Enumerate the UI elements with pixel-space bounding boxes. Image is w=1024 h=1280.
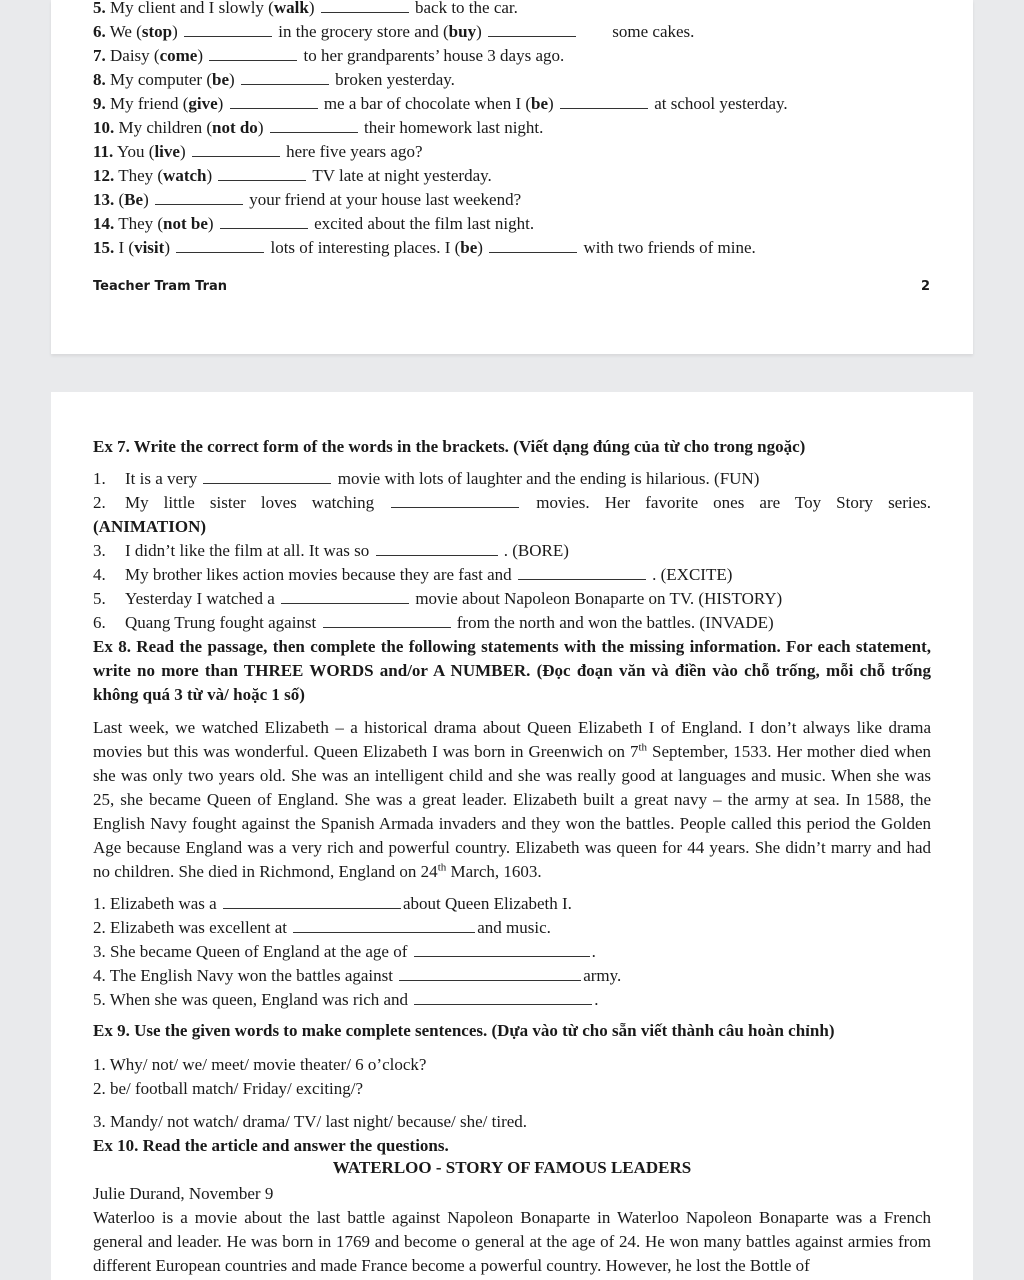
ex9-item-3: 3. Mandy/ not watch/ drama/ TV/ last night/ because/ she/ tired. bbox=[93, 1112, 528, 1131]
ex8-statement: 3. She became Queen of England at the age of . bbox=[93, 942, 596, 961]
answer-blank[interactable] bbox=[488, 22, 576, 37]
ex6-item: 6. We (stop) in the grocery store and (buy) some cakes. bbox=[93, 22, 695, 41]
ex9-item-2: 2. be/ football match/ Friday/ exciting/? bbox=[93, 1079, 364, 1098]
answer-blank[interactable] bbox=[414, 942, 590, 957]
ex6-item: 12. They (watch) TV late at night yesterday. bbox=[93, 166, 492, 185]
ex7-item: 1. It is a very movie with lots of laughter and the ending is hilarious. (FUN) bbox=[93, 469, 760, 488]
answer-blank[interactable] bbox=[323, 613, 451, 628]
item-number: 13. bbox=[93, 190, 115, 209]
ex9-item-1: 1. Why/ not/ we/ meet/ movie theater/ 6 o’clock? bbox=[93, 1055, 427, 1074]
ex6-item: 7. Daisy (come) to her grandparents’ house 3 days ago. bbox=[93, 46, 565, 65]
ex6-item: 10. My children (not do) their homework last night. bbox=[93, 118, 544, 137]
answer-blank[interactable] bbox=[321, 0, 409, 13]
footer-page-number: 2 bbox=[921, 279, 931, 294]
ex6-item: 13. (Be) your friend at your house last weekend? bbox=[93, 190, 522, 209]
item-number: 11. bbox=[93, 142, 114, 161]
ex6-item: 15. I (visit) lots of interesting places. I (be) with two friends of mine. bbox=[93, 238, 756, 257]
answer-blank[interactable] bbox=[184, 22, 272, 37]
answer-blank[interactable] bbox=[489, 238, 577, 253]
answer-blank[interactable] bbox=[518, 565, 646, 580]
answer-blank[interactable] bbox=[209, 46, 297, 61]
answer-blank[interactable] bbox=[203, 469, 331, 484]
ex7-item-continuation: (ANIMATION) bbox=[93, 517, 207, 536]
ex9-title: Ex 9. Use the given words to make complete sentences. (Dựa vào từ cho sẵn viết thành câu hoàn chỉnh) bbox=[93, 1021, 835, 1040]
ex8-statement: 5. When she was queen, England was rich and . bbox=[93, 990, 599, 1009]
footer-teacher: Teacher Tram Tran bbox=[93, 279, 228, 294]
answer-blank[interactable] bbox=[281, 589, 409, 604]
item-number: 6. bbox=[93, 22, 106, 41]
ex6-item: 11. You (live) here five years ago? bbox=[93, 142, 423, 161]
answer-blank[interactable] bbox=[218, 166, 306, 181]
ex6-item: 14. They (not be) excited about the film last night. bbox=[93, 214, 535, 233]
ex7-item: 6. Quang Trung fought against from the north and won the battles. (INVADE) bbox=[93, 613, 774, 632]
item-number: 12. bbox=[93, 166, 115, 185]
answer-blank[interactable] bbox=[560, 94, 648, 109]
answer-blank[interactable] bbox=[293, 918, 475, 933]
answer-blank[interactable] bbox=[241, 70, 329, 85]
ex10-byline: Julie Durand, November 9 bbox=[93, 1184, 274, 1203]
ex7-item: 3. I didn’t like the film at all. It was so . (BORE) bbox=[93, 541, 569, 560]
item-number: 7. bbox=[93, 46, 106, 65]
item-number: 15. bbox=[93, 238, 115, 257]
ex6-item: 9. My friend (give) me a bar of chocolate when I (be) at school yesterday. bbox=[93, 94, 788, 113]
answer-blank[interactable] bbox=[414, 990, 592, 1005]
ex6-item: 5. My client and I slowly (walk) back to the car. bbox=[93, 0, 518, 19]
ex10-body: Waterloo is a movie about the last battle against Napoleon Bonaparte in Waterloo Napoleon Bonaparte was a French general and leader. He was born in 1769 and become o general at the age of 24. He won many battles against armies from different European countries and made France become a powerful country. However, he lost the Bottle of bbox=[93, 1208, 931, 1275]
answer-blank[interactable] bbox=[270, 118, 358, 133]
ex10-heading: WATERLOO - STORY OF FAMOUS LEADERS bbox=[332, 1158, 692, 1177]
item-number: 5. bbox=[93, 0, 106, 17]
ex8-statement: 1. Elizabeth was a about Queen Elizabeth I. bbox=[93, 894, 572, 913]
answer-blank[interactable] bbox=[230, 94, 318, 109]
ex8-statement: 4. The English Navy won the battles against army. bbox=[93, 966, 622, 985]
answer-blank[interactable] bbox=[376, 541, 498, 556]
ex6-item: 8. My computer (be) broken yesterday. bbox=[93, 70, 455, 89]
ex8-passage: Last week, we watched Elizabeth – a historical drama about Queen Elizabeth I of England. I don’t always like drama movies but this was wonderful. Queen Elizabeth I was born in Greenwich on 7th September, 1533. Her mother died when she was only two years old. She was an intelligent child and she was really good at languages and music. When she was 25, she became Queen of England. She was a great leader. Elizabeth built a great navy – the army at sea. In 1588, the English Navy fought against the Spanish Armada invaders and they won the battles. People called this period the Golden Age because England was a very rich and powerful country. Elizabeth was queen for 44 years. She didn’t marry and had no children. She died in Richmond, England on 24th March, 1603. bbox=[93, 718, 931, 881]
item-number: 10. bbox=[93, 118, 115, 137]
ex7-item: 5. Yesterday I watched a movie about Napoleon Bonaparte on TV. (HISTORY) bbox=[93, 589, 783, 608]
ex8-statement: 2. Elizabeth was excellent at and music. bbox=[93, 918, 551, 937]
answer-blank[interactable] bbox=[223, 894, 401, 909]
item-number: 9. bbox=[93, 94, 106, 113]
ex7-title: Ex 7. Write the correct form of the words in the brackets. (Viết dạng đúng của từ cho trong ngoặc) bbox=[93, 437, 806, 456]
answer-blank[interactable] bbox=[192, 142, 280, 157]
answer-blank[interactable] bbox=[391, 493, 519, 508]
answer-blank[interactable] bbox=[155, 190, 243, 205]
ex8-title: Ex 8. Read the passage, then complete the following statements with the missing information. For each statement, write no more than THREE WORDS and/or A NUMBER. (Đọc đoạn văn và điền vào chỗ trống, mỗi chỗ trống không quá 3 từ và/ hoặc 1 số) bbox=[93, 637, 931, 704]
answer-blank[interactable] bbox=[176, 238, 264, 253]
answer-blank[interactable] bbox=[220, 214, 308, 229]
ex7-item: 4. My brother likes action movies because they are fast and . (EXCITE) bbox=[93, 565, 733, 584]
answer-blank[interactable] bbox=[399, 966, 581, 981]
ex7-item: 2. My little sister loves watching movies. Her favorite ones are Toy Story series. bbox=[93, 493, 932, 512]
item-number: 14. bbox=[93, 214, 115, 233]
ex10-title: Ex 10. Read the article and answer the questions. bbox=[93, 1136, 449, 1155]
item-number: 8. bbox=[93, 70, 106, 89]
